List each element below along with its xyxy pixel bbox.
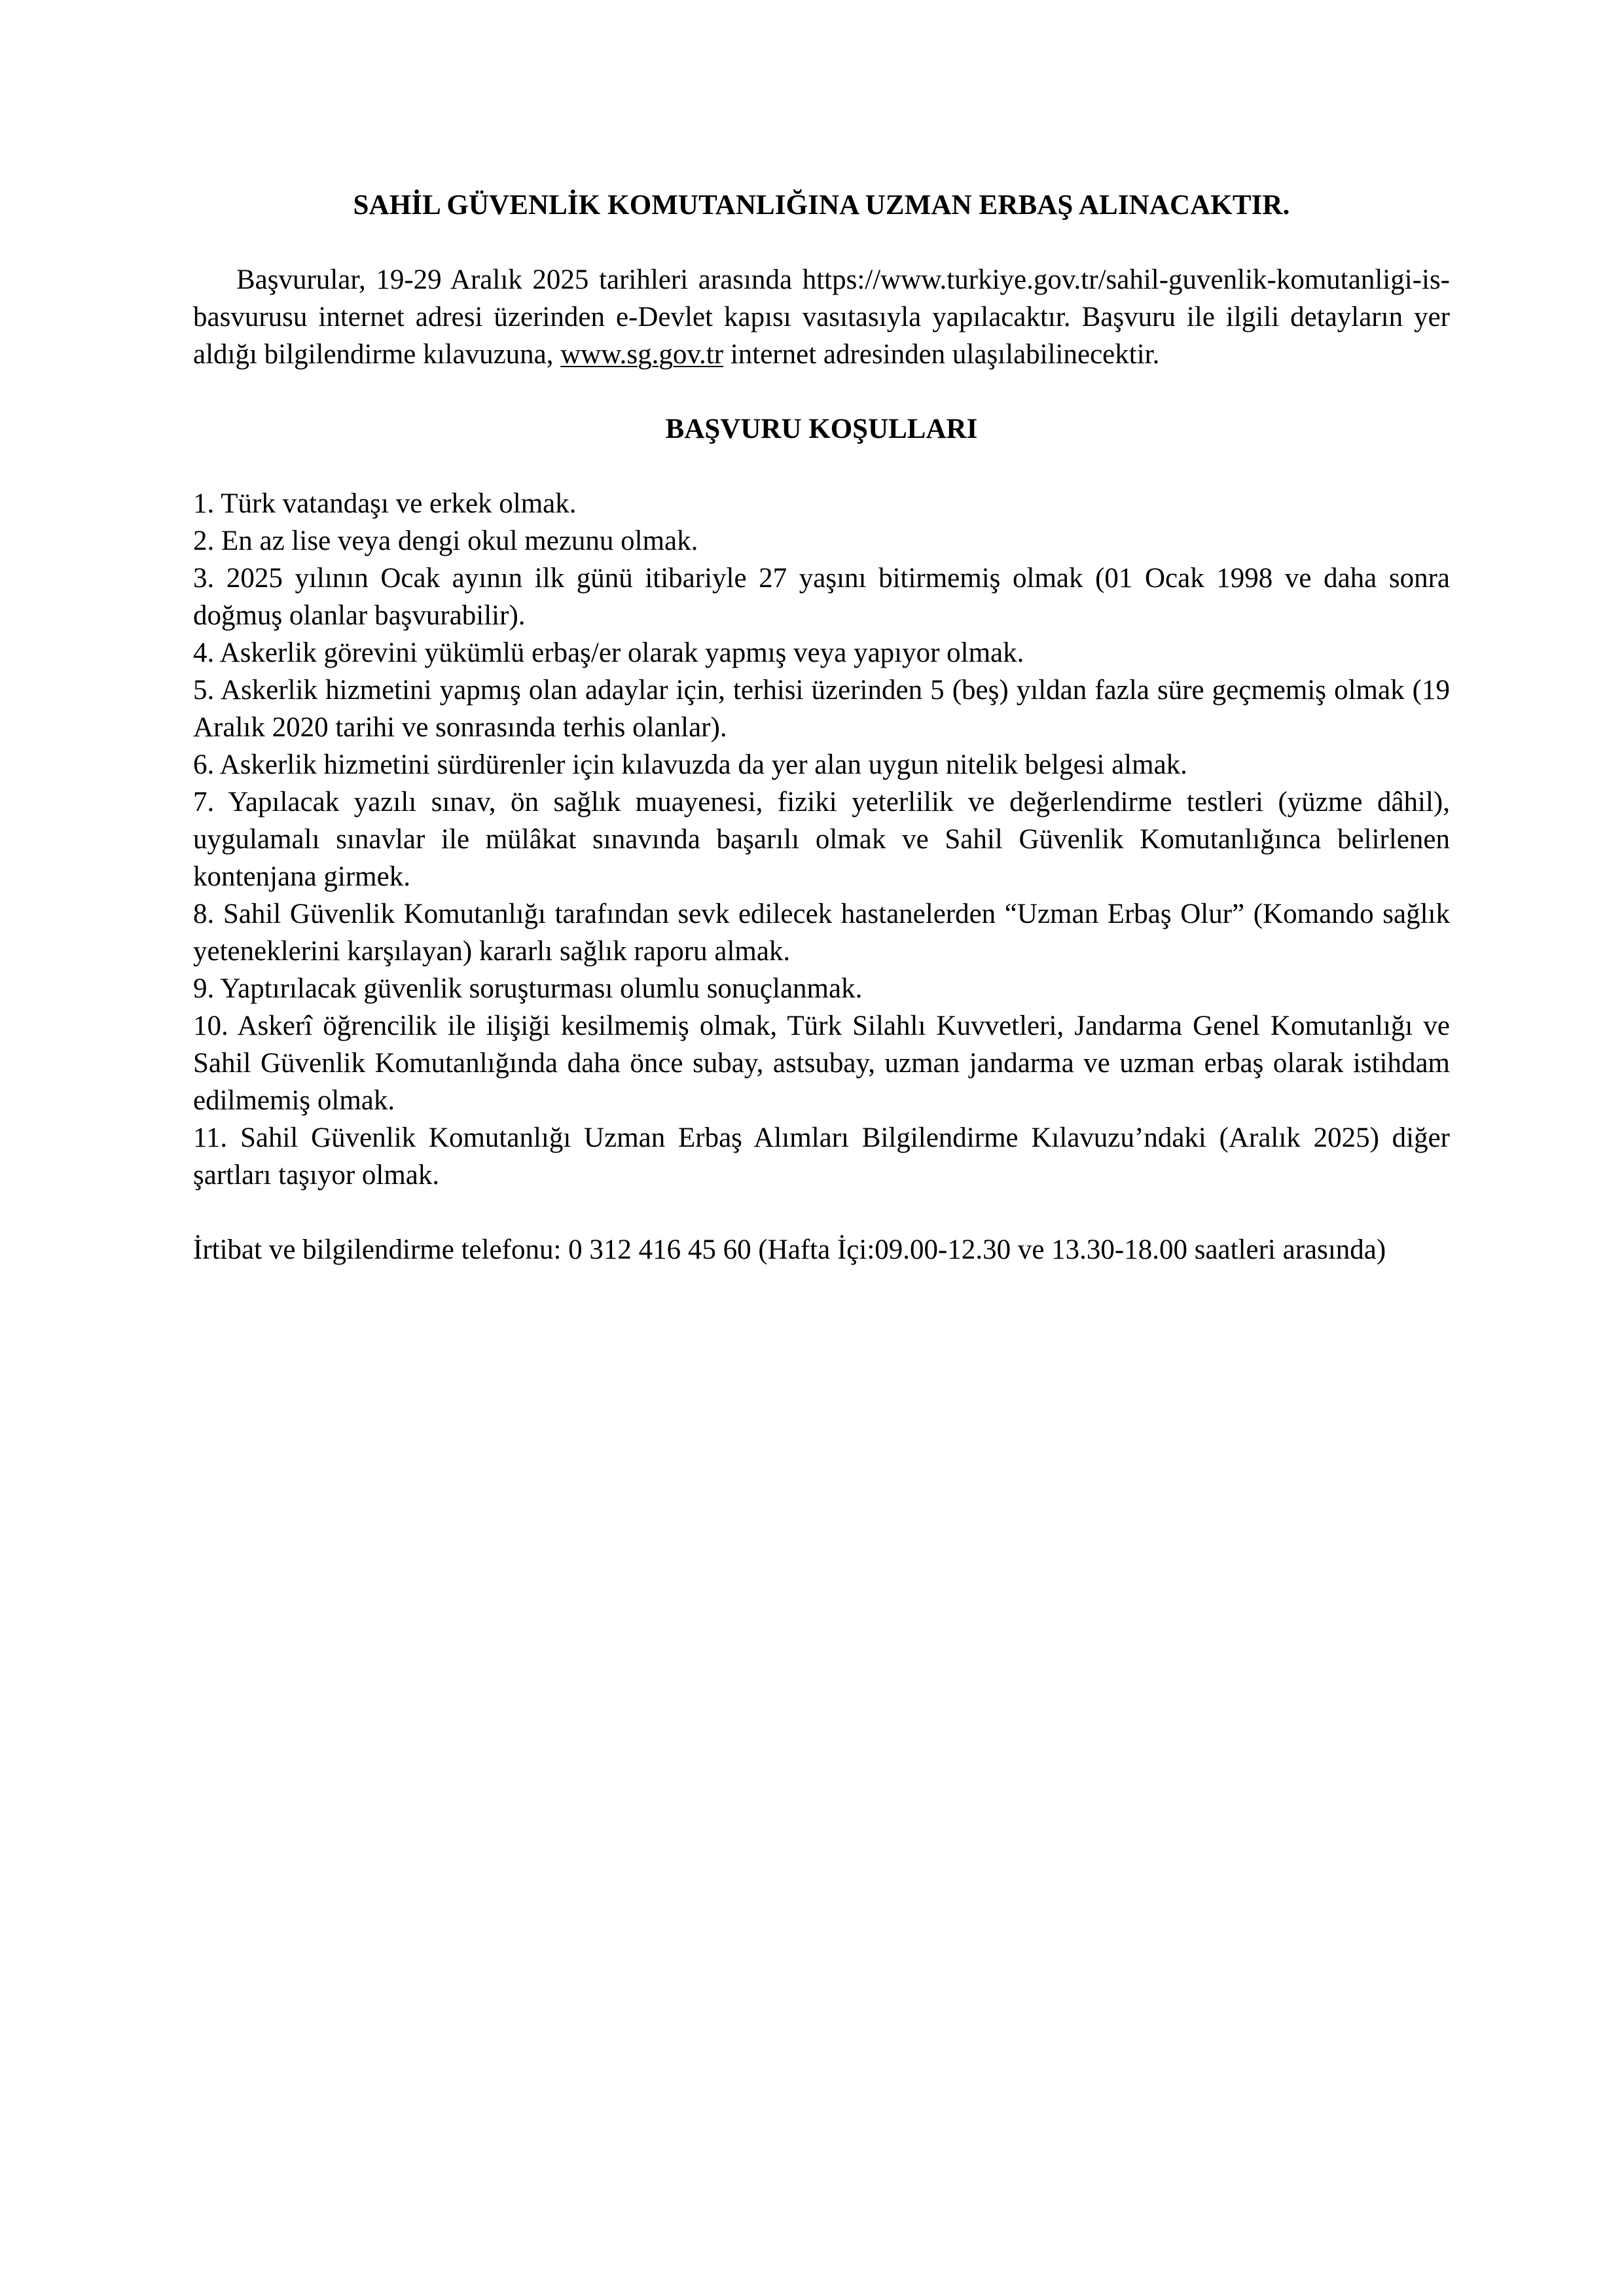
spacer-before-contact: [193, 1194, 1450, 1231]
list-item: [193, 672, 1450, 746]
intro-text-between: internet adresi üzerinden e-Devlet kapısı vasıtasıyla yapılacaktır. Başvuru ile ilgili detayların yer aldığı bilgilendirme kılavuzuna,: [193, 302, 1450, 370]
list-item-number: 11.: [193, 1122, 228, 1153]
list-item: [193, 895, 1450, 970]
list-item-text: Yaptırılacak güvenlik soruşturması olumlu sonuçlanmak.: [220, 973, 863, 1004]
guide-website-link[interactable]: www.sg.gov.tr: [560, 339, 724, 370]
spacer-after-title: [193, 224, 1450, 261]
list-item: [193, 522, 1450, 560]
list-item-number: 2.: [193, 526, 215, 556]
list-item-text: Askerlik hizmetini yapmış olan adaylar için, terhisi üzerinden 5 (beş) yıldan fazla süre geçmemiş olmak (19 Aralık 2020 tarihi ve sonrasında terhis olanlar).: [193, 675, 1450, 743]
page-title: SAHİL GÜVENLİK KOMUTANLIĞINA UZMAN ERBAŞ ALINACAKTIR.: [353, 190, 1290, 221]
list-item-text: Yapılacak yazılı sınav, ön sağlık muayenesi, fiziki yeterlilik ve değerlendirme testleri (yüzme dâhil), uygulamalı sınavlar ile mülâkat sınavında başarılı olmak ve Sahil Güvenlik Komutanlığınca belirlenen kontenjana girmek.: [193, 787, 1450, 892]
conditions-list: [193, 485, 1450, 1194]
list-item: [193, 746, 1450, 783]
list-item-text: Sahil Güvenlik Komutanlığı tarafından sevk edilecek hastanelerden “Uzman Erbaş Olur” (Komando sağlık yeteneklerini karşılayan) kararlı sağlık raporu almak.: [193, 899, 1451, 967]
spacer-after-heading: [193, 448, 1450, 485]
list-item: [193, 1119, 1450, 1194]
document-body: [193, 187, 1450, 1268]
list-item: [193, 485, 1450, 522]
list-item-number: 1.: [193, 488, 215, 519]
list-item-text: Türk vatandaşı ve erkek olmak.: [221, 488, 577, 519]
list-item: [193, 1007, 1450, 1119]
intro-text-before-url: Başvurular, 19-29 Aralık 2025 tarihleri arasında: [236, 264, 803, 295]
list-item-number: 7.: [193, 787, 215, 817]
list-item: [193, 783, 1450, 895]
list-item: [193, 560, 1450, 634]
list-item-text: 2025 yılının Ocak ayının ilk günü itibariyle 27 yaşını bitirmemiş olmak (01 Ocak 1998 ve daha sonra doğmuş olanlar başvurabilir).: [193, 563, 1451, 631]
list-item-text: Sahil Güvenlik Komutanlığı Uzman Erbaş Alımları Bilgilendirme Kılavuzu’ndaki (Aralık 2025) diğer şartları taşıyor olmak.: [193, 1122, 1451, 1191]
list-item-number: 5.: [193, 675, 215, 706]
list-item-text: En az lise veya dengi okul mezunu olmak.: [221, 526, 698, 556]
list-item-number: 8.: [193, 899, 215, 929]
list-item-text: Askerî öğrencilik ile ilişiği kesilmemiş olmak, Türk Silahlı Kuvvetleri, Jandarma Genel Komutanlığı ve Sahil Güvenlik Komutanlığında daha önce subay, astsubay, uzman jandarma ve uzman erbaş olarak istihdam edilmemiş olmak.: [193, 1011, 1450, 1116]
list-item: [193, 970, 1450, 1007]
list-item-number: 4.: [193, 637, 215, 668]
list-item-number: 10.: [193, 1011, 228, 1041]
list-item: [193, 634, 1450, 672]
list-item-text: Askerlik görevini yükümlü erbaş/er olarak yapmış veya yapıyor olmak.: [219, 637, 1024, 668]
list-item-number: 9.: [193, 973, 215, 1004]
intro-paragraph: [193, 261, 1450, 373]
application-url-text[interactable]: https://www.turkiye.gov.tr/sahil-guvenlik-komutanligi-is-basvurusu: [193, 264, 1450, 332]
list-item-text: Askerlik hizmetini sürdürenler için kılavuzda da yer alan uygun nitelik belgesi almak.: [219, 749, 1187, 780]
spacer-before-heading: [193, 373, 1450, 410]
list-item-number: 6.: [193, 749, 215, 780]
list-item-number: 3.: [193, 563, 215, 594]
conditions-section-heading: BAŞVURU KOŞULLARI: [665, 414, 978, 444]
contact-paragraph: İrtibat ve bilgilendirme telefonu: 0 312 416 45 60 (Hafta İçi:09.00-12.30 ve 13.30-18.00 saatleri arasında): [193, 1234, 1386, 1265]
intro-text-after-url: internet adresinden ulaşılabilinecektir.: [723, 339, 1160, 370]
